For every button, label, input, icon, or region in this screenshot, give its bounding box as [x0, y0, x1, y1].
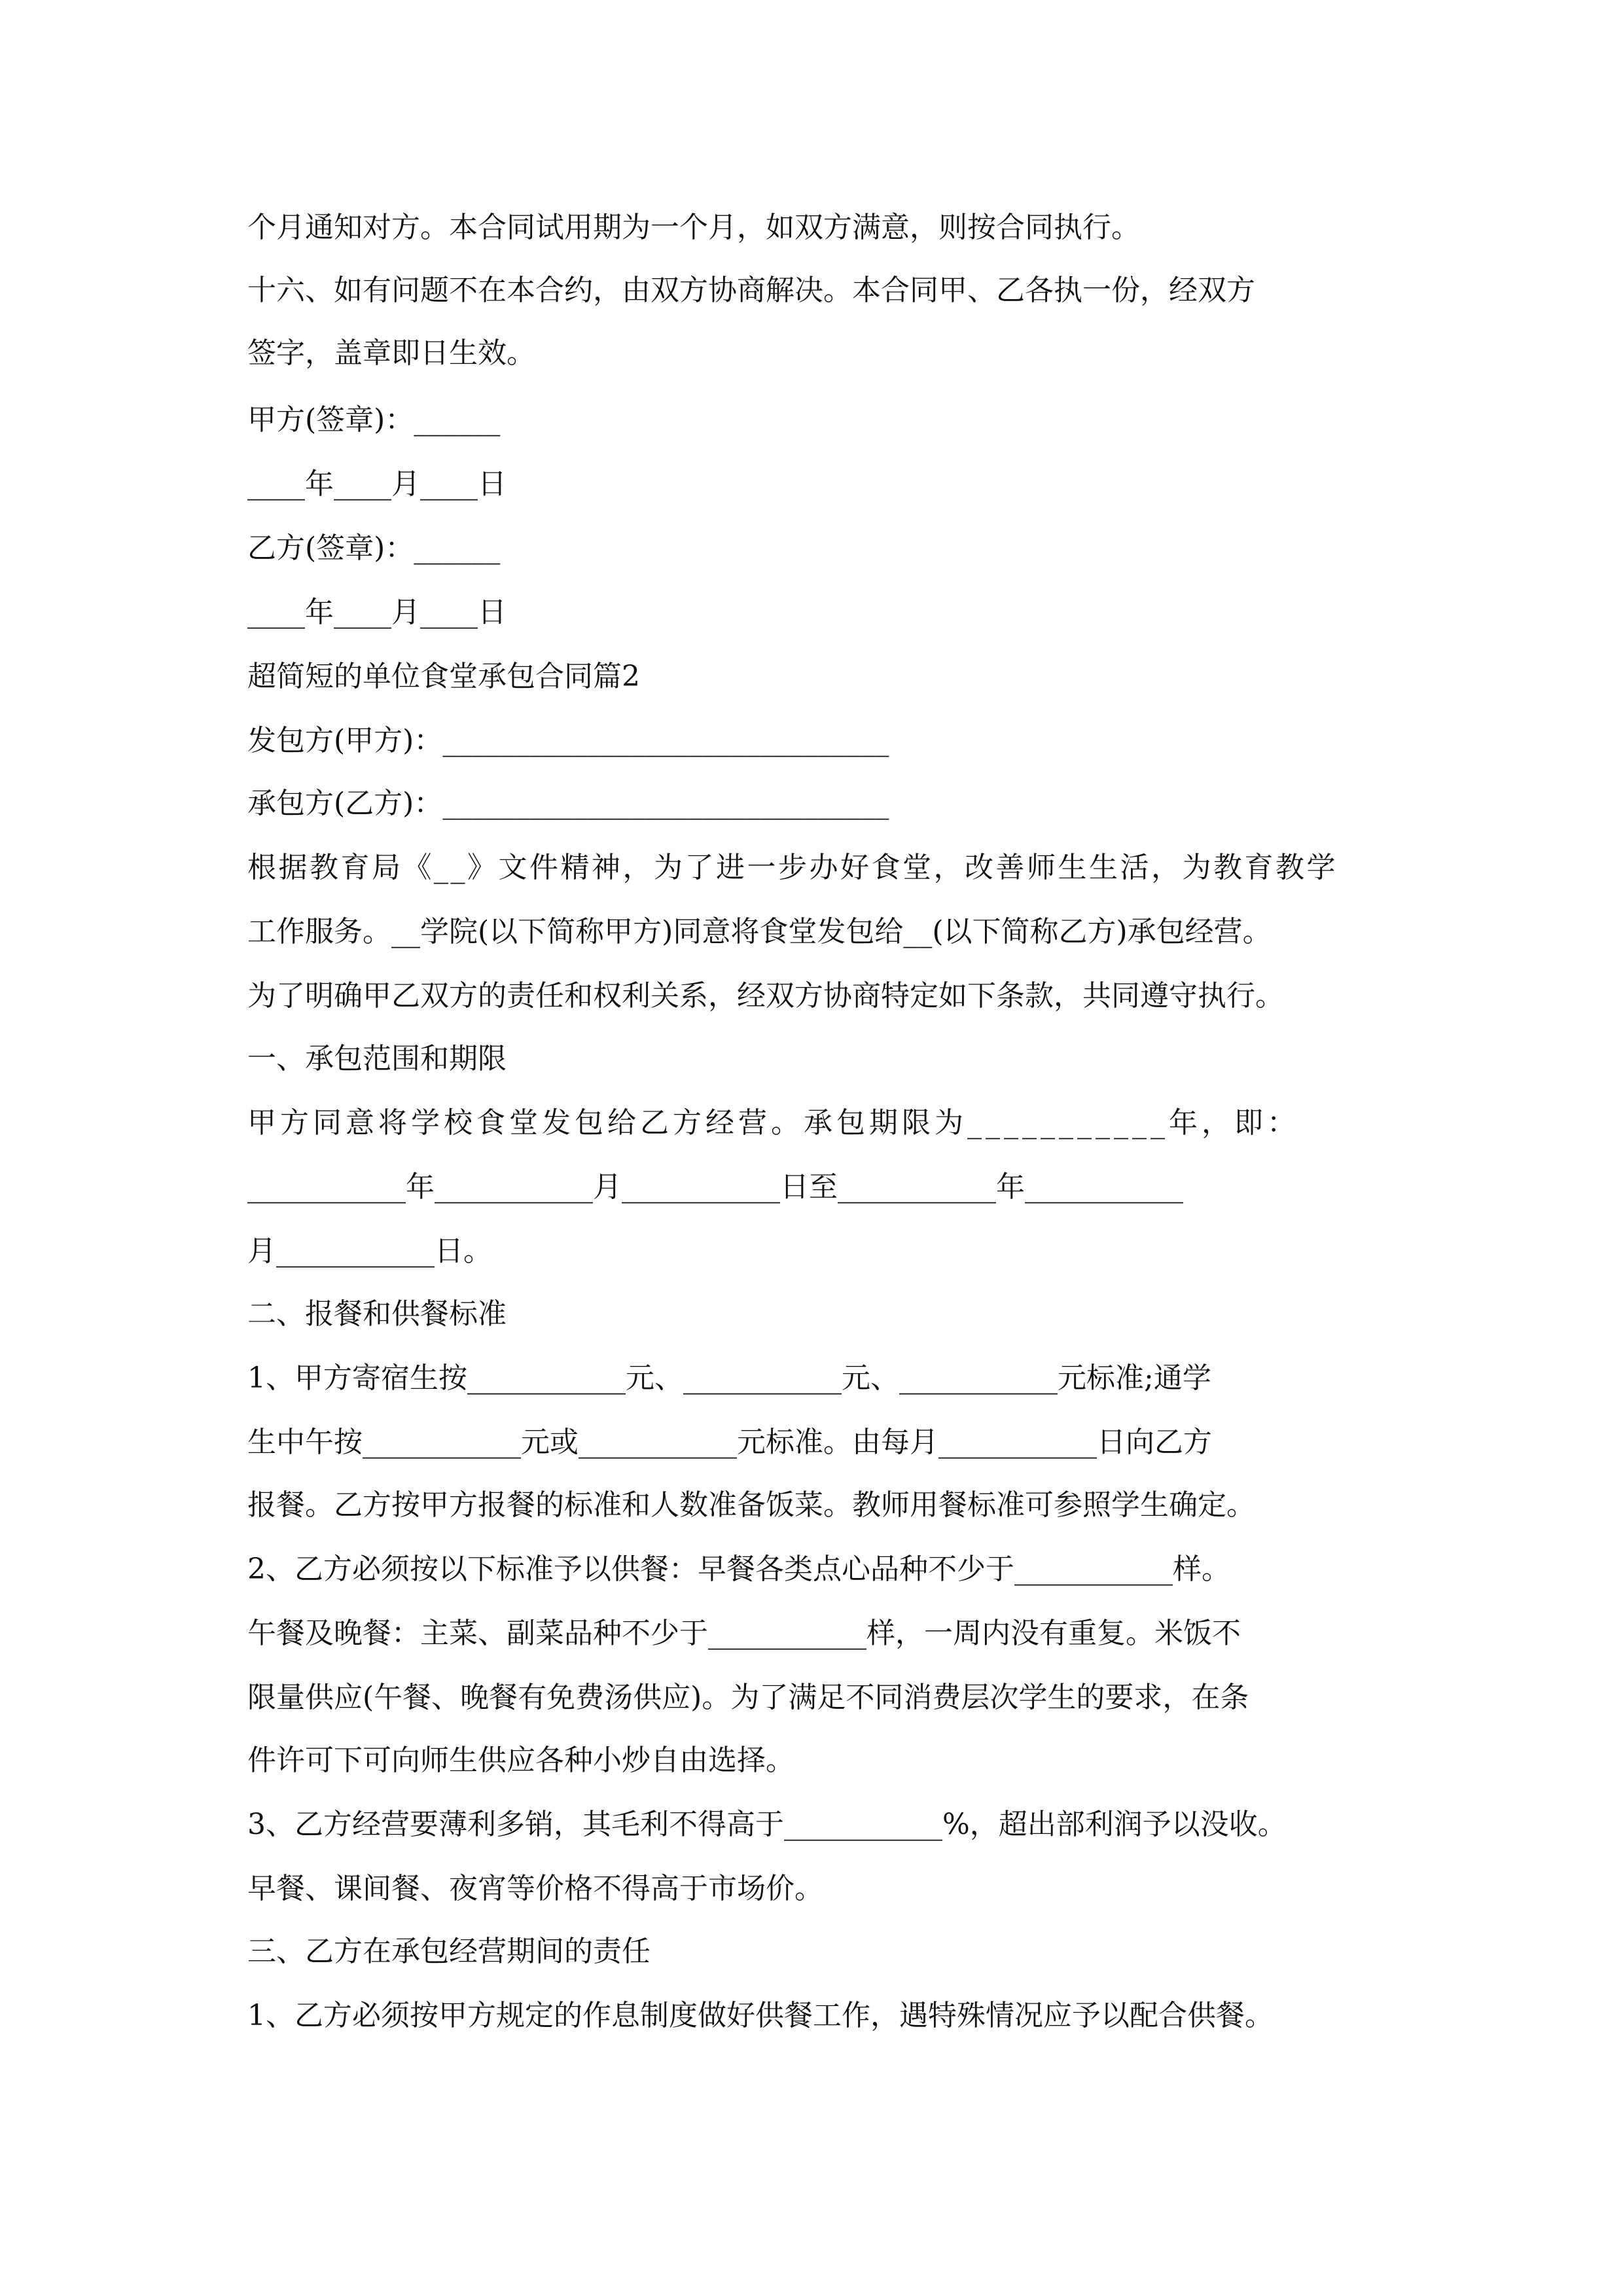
section-heading: 三、乙方在承包经营期间的责任 [247, 1935, 651, 1968]
text-line: 3、乙方经营要薄利多销，其毛利不得高于___________%，超出部利润予以没收。 [247, 1808, 1287, 1841]
text-line: 报餐。乙方按甲方报餐的标准和人数准备饭菜。教师用餐标准可参照学生确定。 [247, 1488, 1255, 1522]
contract-party-line: 发包方(甲方)：_______________________________ [247, 724, 889, 757]
text-line: 限量供应(午餐、晚餐有免费汤供应)。为了满足不同消费层次学生的要求，在条 [247, 1681, 1249, 1714]
text-line: 早餐、课间餐、夜宵等价格不得高于市场价。 [247, 1872, 823, 1905]
text-line: 个月通知对方。本合同试用期为一个月，如双方满意，则按合同执行。 [247, 211, 1140, 244]
text-line: 1、甲方寄宿生按___________元、___________元、___________元标准;通学 [247, 1361, 1211, 1395]
signature-line-party-b: 乙方(签章)：______ [247, 531, 501, 565]
text-line: 工作服务。__学院(以下简称甲方)同意将食堂发包给__(以下简称乙方)承包经营。 [247, 915, 1272, 948]
section-heading: 一、承包范围和期限 [247, 1042, 507, 1075]
text-line: 午餐及晚餐：主菜、副菜品种不少于___________样，一周内没有重复。米饭不 [247, 1617, 1241, 1650]
text-line: 件许可下可向师生供应各种小炒自由选择。 [247, 1744, 794, 1777]
text-line: 为了明确甲乙双方的责任和权利关系，经双方协商特定如下条款，共同遵守执行。 [247, 979, 1284, 1013]
section-title: 超简短的单位食堂承包合同篇2 [247, 660, 640, 693]
contract-party-line: 承包方(乙方)：_______________________________ [247, 787, 889, 820]
section-heading: 二、报餐和供餐标准 [247, 1297, 507, 1331]
text-line: 2、乙方必须按以下标准予以供餐：早餐各类点心品种不少于___________样。 [247, 1552, 1230, 1586]
text-line: ___________年___________月___________日至___________年___________ [247, 1170, 1183, 1204]
text-line: 甲方同意将学校食堂发包给乙方经营。承包期限为___________年，即： [247, 1106, 1300, 1139]
text-line: 月___________日。 [247, 1234, 492, 1268]
signature-line-party-a: 甲方(签章)：______ [247, 403, 501, 437]
text-line: 根据教育局《__》文件精神，为了进一步办好食堂，改善师生生活，为教育教学 [247, 851, 1338, 884]
date-line: ____年____月____日 [247, 467, 507, 501]
text-line: 签字，盖章即日生效。 [247, 336, 535, 370]
text-line: 生中午按___________元或___________元标准。由每月___________日向乙方 [247, 1426, 1212, 1459]
date-line: ____年____月____日 [247, 596, 507, 629]
text-line: 十六、如有问题不在本合约，由双方协商解决。本合同甲、乙各执一份，经双方 [247, 274, 1255, 307]
text-line: 1、乙方必须按甲方规定的作息制度做好供餐工作，遇特殊情况应予以配合供餐。 [247, 1999, 1274, 2032]
